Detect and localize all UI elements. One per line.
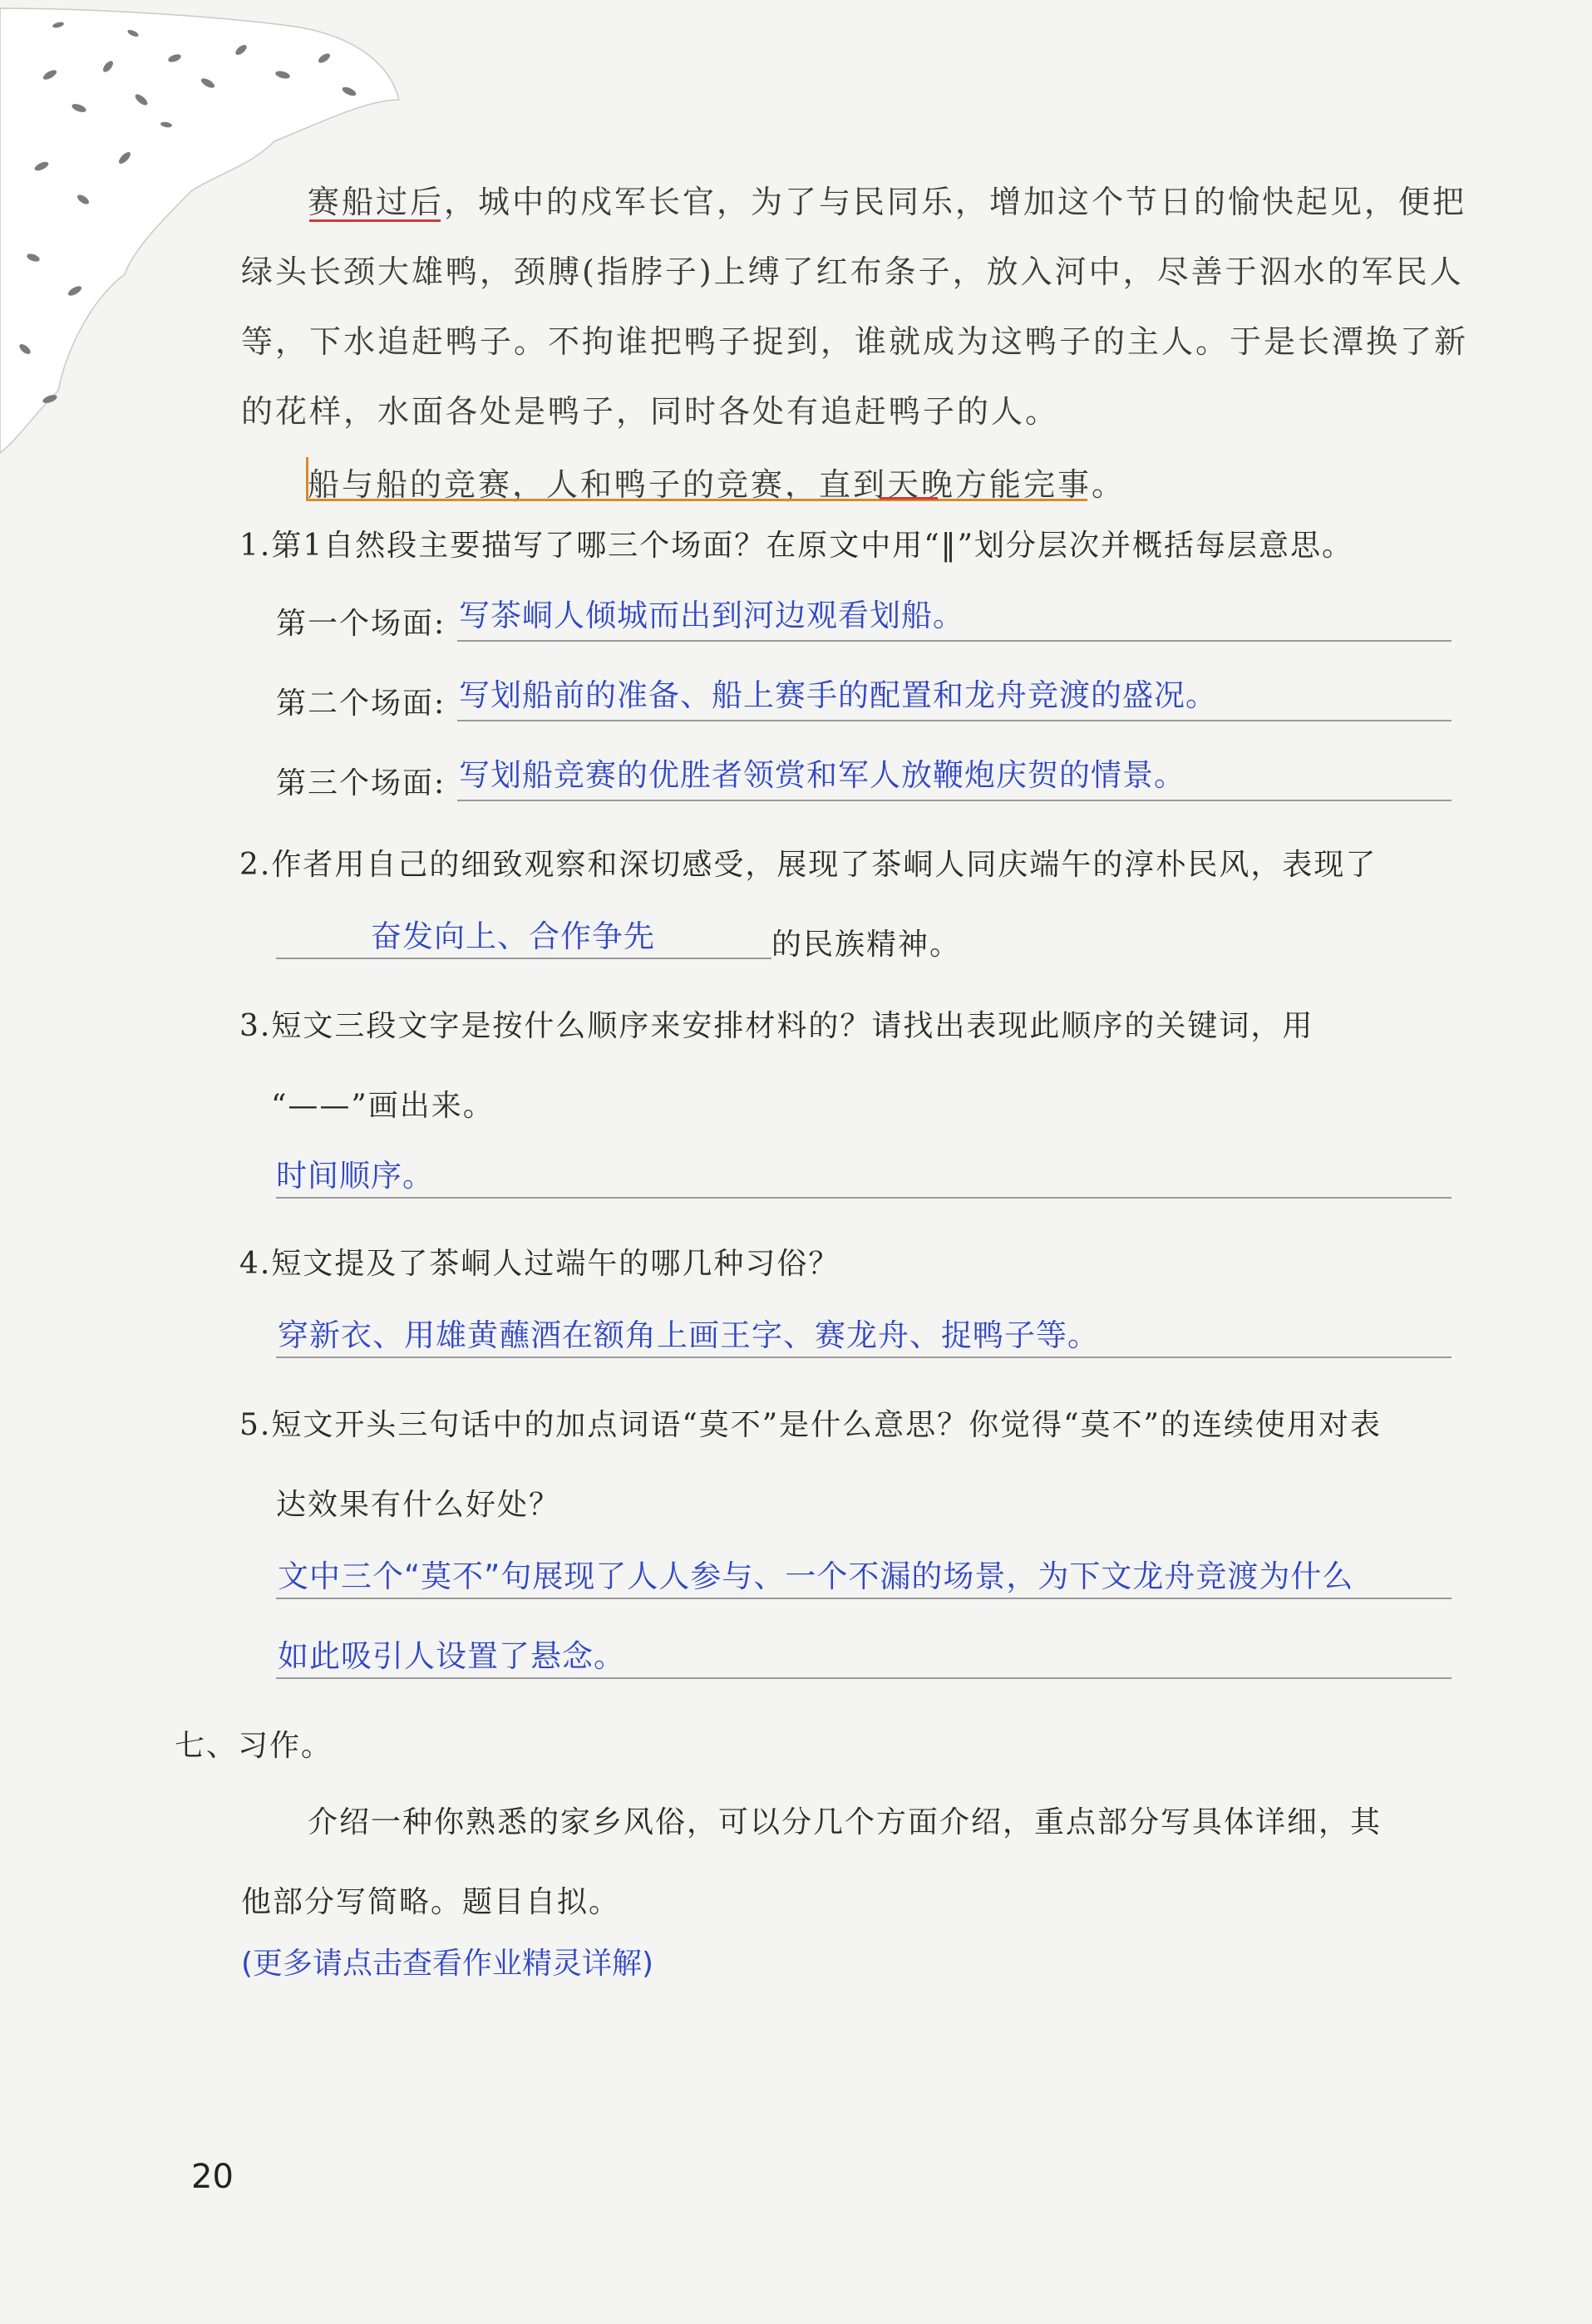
section-7-body-line-1: 介绍一种你熟悉的家乡风俗，可以分几个方面介绍，重点部分写具体详细，其 <box>308 1805 1383 1839</box>
q5-answer-line-2-rule <box>276 1677 1452 1679</box>
question-4: 4.短文提及了茶峒人过端午的哪几种习俗？ <box>239 1247 840 1281</box>
passage-line-4: 的花样，水面各处是鸭子，同时各处有追赶鸭子的人。 <box>241 393 1060 430</box>
q1-answer-3-line <box>457 800 1452 801</box>
question-5-line-1: 5.短文开头三句话中的加点词语“莫不”是什么意思？你觉得“莫不”的连续使用对表 <box>239 1408 1382 1442</box>
q1-label-1: 第一个场面: <box>276 607 446 641</box>
q3-answer-line <box>276 1197 1452 1199</box>
red-underline-saichuan <box>309 219 441 222</box>
more-details-link[interactable]: (更多请点击查看作业精灵详解) <box>241 1947 654 1981</box>
question-1: 1.第1自然段主要描写了哪三个场面？在原文中用“‖”划分层次并概括每层意思。 <box>239 529 1354 563</box>
q1-answer-1-line <box>457 640 1452 642</box>
q2-answer-line <box>276 958 771 959</box>
q1-answer-2[interactable]: 写划船前的准备、船上赛手的配置和龙舟竞渡的盛况。 <box>459 677 1217 713</box>
q1-answer-3[interactable]: 写划船竞赛的优胜者领赏和军人放鞭炮庆贺的情景。 <box>459 757 1185 793</box>
question-5-line-2: 达效果有什么好处？ <box>276 1488 561 1522</box>
passage-para-2: 船与船的竞赛，人和鸭子的竞赛，直到天晚方能完事。 <box>308 466 1126 503</box>
q1-answer-1[interactable]: 写茶峒人倾城而出到河边观看划船。 <box>459 598 964 633</box>
orange-underline-para2 <box>306 499 1087 501</box>
passage-line-1-lead: 赛船过后 <box>308 184 445 220</box>
section-7-title: 七、习作。 <box>175 1729 333 1763</box>
passage-line-3: 等，下水追赶鸭子。不拘谁把鸭子捉到，谁就成为这鸭子的主人。于是长潭换了新 <box>241 323 1469 360</box>
q5-answer-line-1[interactable]: 文中三个“莫不”句展现了人人参与、一个不漏的场景，为下文龙舟竞渡为什么 <box>278 1558 1354 1594</box>
q1-answer-2-line <box>457 720 1452 721</box>
q2-suffix: 的民族精神。 <box>771 928 962 962</box>
page-number: 20 <box>191 2158 234 2196</box>
q4-answer[interactable]: 穿新衣、用雄黄蘸酒在额角上画王字、赛龙舟、捉鸭子等。 <box>278 1317 1099 1353</box>
q3-answer[interactable]: 时间顺序。 <box>276 1158 434 1194</box>
question-3-line-1: 3.短文三段文字是按什么顺序来安排材料的？请找出表现此顺序的关键词，用 <box>239 1009 1314 1043</box>
q4-answer-line <box>276 1356 1452 1358</box>
red-underline-tianwan <box>880 497 938 500</box>
section-7-body-line-2: 他部分写简略。题目自拟。 <box>241 1885 621 1919</box>
passage-line-2: 绿头长颈大雄鸭，颈膊(指脖子)上缚了红布条子，放入河中，尽善于泅水的军民人 <box>241 254 1464 290</box>
orange-divider-mark <box>306 457 308 499</box>
q1-label-2: 第二个场面: <box>276 687 446 721</box>
question-2: 2.作者用自己的细致观察和深切感受，展现了茶峒人同庆端午的淳朴民风，表现了 <box>239 848 1378 882</box>
q2-answer[interactable]: 奋发向上、合作争先 <box>371 918 655 954</box>
q5-answer-line-1-rule <box>276 1598 1452 1599</box>
q1-label-3: 第三个场面: <box>276 766 446 800</box>
passage-line-1-rest: ，城中的戍军长官，为了与民同乐，增加这个节日的愉快起见，便把 <box>444 184 1467 220</box>
question-3-line-2: “——”画出来。 <box>271 1089 495 1123</box>
passage-line-1 <box>308 176 1466 222</box>
q5-answer-line-2[interactable]: 如此吸引人设置了悬念。 <box>278 1638 625 1674</box>
